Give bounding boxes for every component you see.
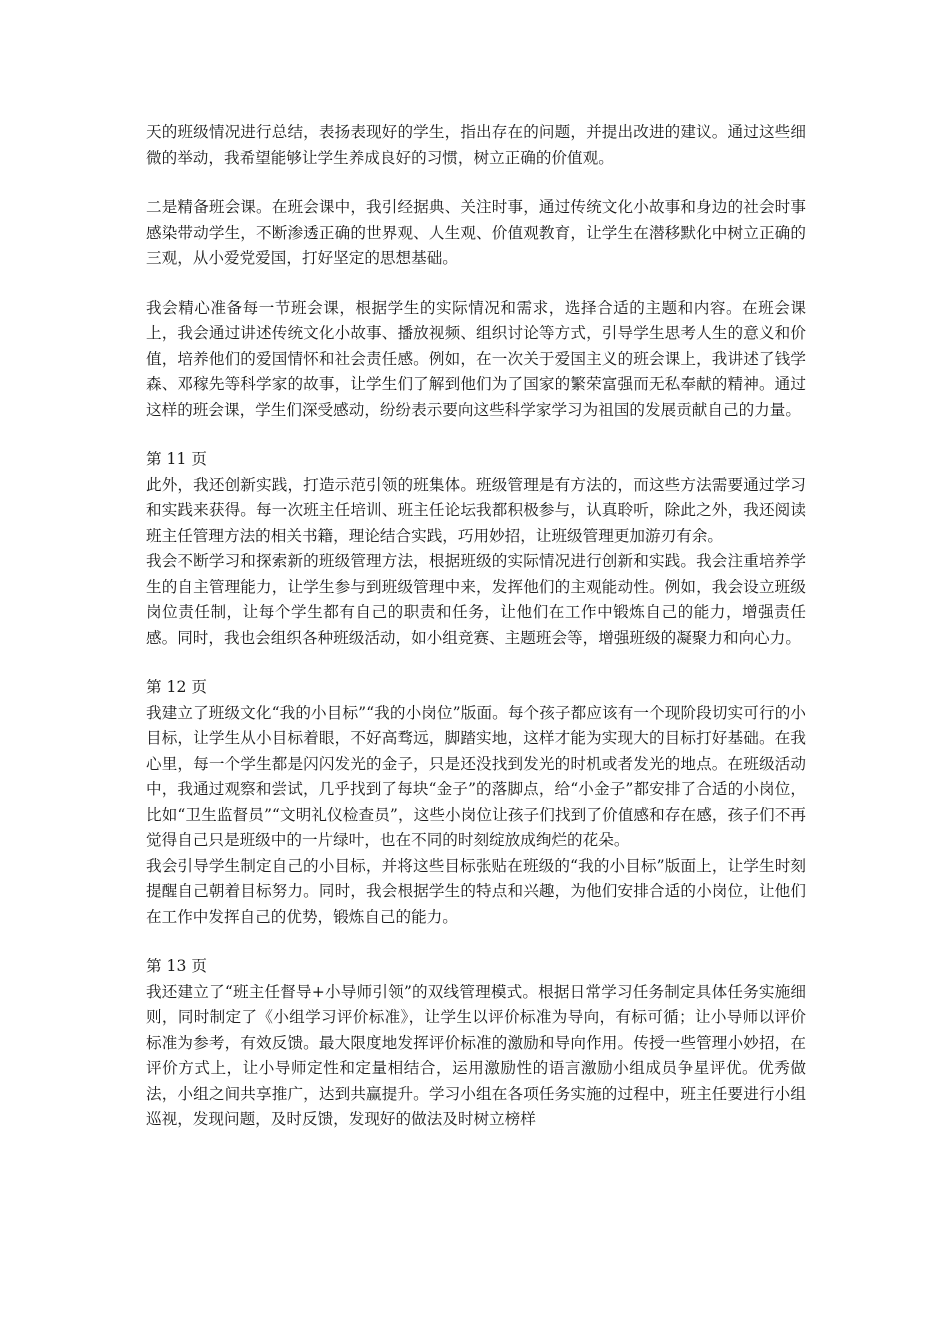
paragraph-gap <box>146 272 806 296</box>
paragraph-5: 我会不断学习和探索新的班级管理方法，根据班级的实际情况进行创新和实践。我会注重培养学生的自主管理能力，让学生参与到班级管理中来，发挥他们的主观能动性。例如，我会设立班级岗位责任制，让每个学生都有自己的职责和任务，让他们在工作中锻炼自己的能力，增强责任感。同时，我也会组织各种班级活动，如小组竞赛、主题班会等，增强班级的凝聚力和向心力。 <box>146 552 806 647</box>
paragraph-4: 此外，我还创新实践，打造示范引领的班集体。班级管理是有方法的，而这些方法需要通过学习和实践来获得。每一次班主任培训、班主任论坛我都积极参与，认真聆听，除此之外，我还阅读班主任管理方法的相关书籍，理论结合实践，巧用妙招，让班级管理更加游刃有余。 <box>146 475 806 545</box>
document-page <box>146 120 806 1133</box>
page-label-13: 第 13 页 <box>146 957 207 975</box>
paragraph-2: 二是精备班会课。在班会课中，我引经据典、关注时事，通过传统文化小故事和身边的社会时事感染带动学生，不断渗透正确的世界观、人生观、价值观教育，让学生在潜移默化中树立正确的三观，从小爱党爱国，打好坚定的思想基础。 <box>146 198 806 267</box>
paragraph-3: 我会精心准备每一节班会课，根据学生的实际情况和需求，选择合适的主题和内容。在班会课上，我会通过讲述传统文化小故事、播放视频、组织讨论等方式，引导学生思考人生的意义和价值，培养他们的爱国情怀和社会责任感。例如，在一次关于爱国主义的班会课上，我讲述了钱学森、邓稼先等科学家的故事，让学生们了解到他们为了国家的繁荣富强而无私奉献的精神。通过这样的班会课，学生们深受感动，纷纷表示要向这些科学家学习为祖国的发展贡献自己的力量。 <box>146 298 806 419</box>
paragraph-8: 我还建立了“班主任督导+小导师引领”的双线管理模式。根据日常学习任务制定具体任务实施细则，同时制定了《小组学习评价标准》，让学生以评价标准为导向，有标可循；让小导师以评价标准为参考，有效反馈。最大限度地发挥评价标准的激励和导向作用。传授一些管理小妙招，在评价方式上，让小导师定性和定量相结合，运用激励性的语言激励小组成员争星评优。优秀做法，小组之间共享推广，达到共赢提升。学习小组在各项任务实施的过程中，班主任要进行小组巡视，发现问题，及时反馈，发现好的做法及时树立榜样 <box>146 982 806 1128</box>
paragraph-gap <box>146 171 806 195</box>
page-label-11: 第 11 页 <box>146 450 207 468</box>
paragraph-gap <box>146 651 806 675</box>
paragraph-7: 我会引导学生制定自己的小目标，并将这些目标张贴在班级的“我的小目标”版面上，让学生时刻提醒自己朝着目标努力。同时，我会根据学生的特点和兴趣，为他们安排合适的小岗位，让他们在工作中发挥自己的优势，锻炼自己的能力。 <box>146 856 806 926</box>
page-label-12: 第 12 页 <box>146 678 207 696</box>
paragraph-1: 天的班级情况进行总结，表扬表现好的学生，指出存在的问题，并提出改进的建议。通过这些细微的举动，我希望能够让学生养成良好的习惯，树立正确的价值观。 <box>146 123 806 167</box>
paragraph-6: 我建立了班级文化“我的小目标”“我的小岗位”版面。每个孩子都应该有一个现阶段切实可行的小目标，让学生从小目标着眼，不好高骛远，脚踏实地，这样才能为实现大的目标打好基础。在我心里，每一个学生都是闪闪发光的金子，只是还没找到发光的时机或者发光的地点。在班级活动中，我通过观察和尝试，几乎找到了每块“金子”的落脚点，给“小金子”都安排了合适的小岗位，比如“卫生监督员”“文明礼仪检查员”，这些小岗位让孩子们找到了价值感和存在感，孩子们不再觉得自己只是班级中的一片绿叶，也在不同的时刻绽放成绚烂的花朵。 <box>146 703 806 849</box>
paragraph-gap <box>146 423 806 447</box>
paragraph-gap <box>146 930 806 954</box>
